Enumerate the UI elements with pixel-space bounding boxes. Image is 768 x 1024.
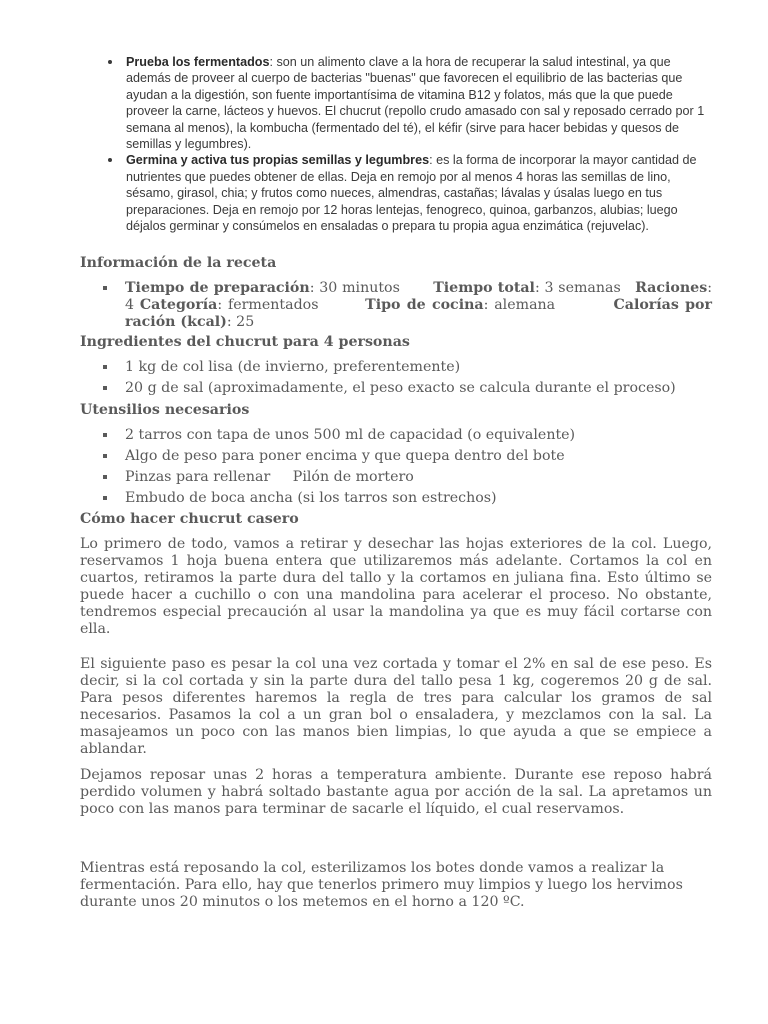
paragraph: Mientras está reposando la col, esterilizamos los botes donde vamos a realizar la fermentación. Para ello, hay que tenerlos primero muy limpios y luego los hervimos durante unos 20 minutos o los metemos en el horno a 120 ºC. (80, 860, 683, 911)
howto-heading: Cómo hacer chucrut casero (80, 511, 299, 528)
tip-text: : es la forma de incorporar la mayor cantidad de nutrientes que puedes obtener de ellas. Deja en remojo por al menos 4 horas las semillas de lino, sésamo, girasol, chia; y frutos como nueces, almendras, castañas; lávalas y úsalas luego en tus preparaciones. Deja en remojo por 12 horas lentejas, fenogreco, quinoa, garbanzos, alubias; luego déjalos germinar y consúmelos en ensaladas o prepara tu propia agua enzimática (rejuvelac). (126, 153, 697, 234)
square-bullet-icon (103, 365, 107, 369)
ingredients-list (80, 357, 712, 399)
recipe-info-list (80, 280, 712, 331)
utensil-text: Pinzas para rellenar Pilón de mortero (125, 469, 414, 486)
utensils-heading: Utensilios necesarios (80, 402, 250, 419)
square-bullet-icon (103, 386, 107, 390)
square-bullet-icon (103, 286, 107, 290)
cuisine-value: : alemana (483, 297, 556, 314)
square-bullet-icon (103, 496, 107, 500)
square-bullet-icon (103, 475, 107, 479)
list-item (125, 357, 712, 378)
calories-value: : 25 (226, 314, 255, 331)
paragraph: Lo primero de todo, vamos a retirar y desechar las hojas exteriores de la col. Luego, reservamos 1 hoja buena entera que utilizaremos más adelante. Cortamos la col en cuartos, retiramos la parte dura del tallo y la cortamos en juliana fina. Esto último se puede hacer a cuchillo o con una mandolina para acelerar el proceso. No obstante, tendremos especial precaución al usar la mandolina ya que es muy fácil cortarse con ella. (80, 536, 712, 638)
tips-list (80, 54, 712, 234)
servings-value: : 4 (125, 280, 712, 314)
square-bullet-icon (103, 433, 107, 437)
ingredient-text: 20 g de sal (aproximadamente, el peso exacto se calcula durante el proceso) (125, 380, 676, 397)
ingredients-heading: Ingredientes del chucrut para 4 personas (80, 334, 410, 351)
prep-time-value: : 30 minutos (309, 280, 400, 297)
list-item (125, 488, 712, 509)
utensils-list (80, 425, 712, 509)
cuisine-label: Tipo de cocina (365, 297, 484, 314)
calories-label: Calorías por ración (kcal) (125, 297, 712, 331)
category-label: Categoría (139, 297, 218, 314)
prep-time-label: Tiempo de preparación (125, 280, 310, 297)
category-value: : fermentados (217, 297, 319, 314)
list-item (104, 152, 712, 234)
bullet-icon (108, 60, 112, 64)
ingredient-text: 1 kg de col lisa (de invierno, preferentemente) (125, 359, 461, 376)
document-page (80, 54, 712, 911)
utensil-text: 2 tarros con tapa de unos 500 ml de capacidad (o equivalente) (125, 427, 576, 444)
tip-lead: Germina y activa tus propias semillas y legumbres (126, 153, 430, 168)
bullet-icon (108, 158, 112, 162)
total-time-label: Tiempo total (433, 280, 535, 297)
paragraph: El siguiente paso es pesar la col una vez cortada y tomar el 2% en sal de ese peso. Es decir, si la col cortada y sin la parte dura del tallo pesa 1 kg, cogeremos 20 g de sal. Para pesos diferentes haremos la regla de tres para calcular los gramos de sal necesarios. Pasamos la col a un gran bol o ensaladera, y mezclamos con la sal. La masajeamos un poco con las manos bien limpias, lo que ayuda a que se empiece a ablandar. (80, 656, 712, 758)
tip-text: : son un alimento clave a la hora de recuperar la salud intestinal, ya que además de proveer al cuerpo de bacterias "buenas" que favorecen el equilibrio de las bacterias que ayudan a la digestión, son fuente importantísima de vitamina B12 y folatos, más que la que puede proveer la carne, lácteos y huevos. El chucrut (repollo crudo amasado con sal y reposado cerrado por 1 semana al menos), la kombucha (fermentado del té), el kéfir (sirve para hacer bebidas y quesos de semillas y legumbres). (126, 55, 705, 152)
total-time-value: : 3 semanas (534, 280, 621, 297)
list-item (104, 54, 712, 152)
utensil-text: Algo de peso para poner encima y que quepa dentro del bote (125, 448, 565, 465)
recipe-info-heading: Información de la receta (80, 255, 277, 272)
list-item (125, 446, 712, 467)
paragraph: Dejamos reposar unas 2 horas a temperatura ambiente. Durante ese reposo habrá perdido volumen y habrá soltado bastante agua por acción de la sal. La apretamos un poco con las manos para terminar de sacarle el líquido, el cual reservamos. (80, 767, 712, 818)
list-item (125, 425, 712, 446)
list-item (125, 467, 712, 488)
square-bullet-icon (103, 454, 107, 458)
utensil-text: Embudo de boca ancha (si los tarros son estrechos) (125, 490, 497, 507)
servings-label: Raciones (635, 280, 708, 297)
list-item (125, 280, 712, 331)
list-item (125, 378, 712, 399)
tip-lead: Prueba los fermentados (126, 55, 270, 69)
